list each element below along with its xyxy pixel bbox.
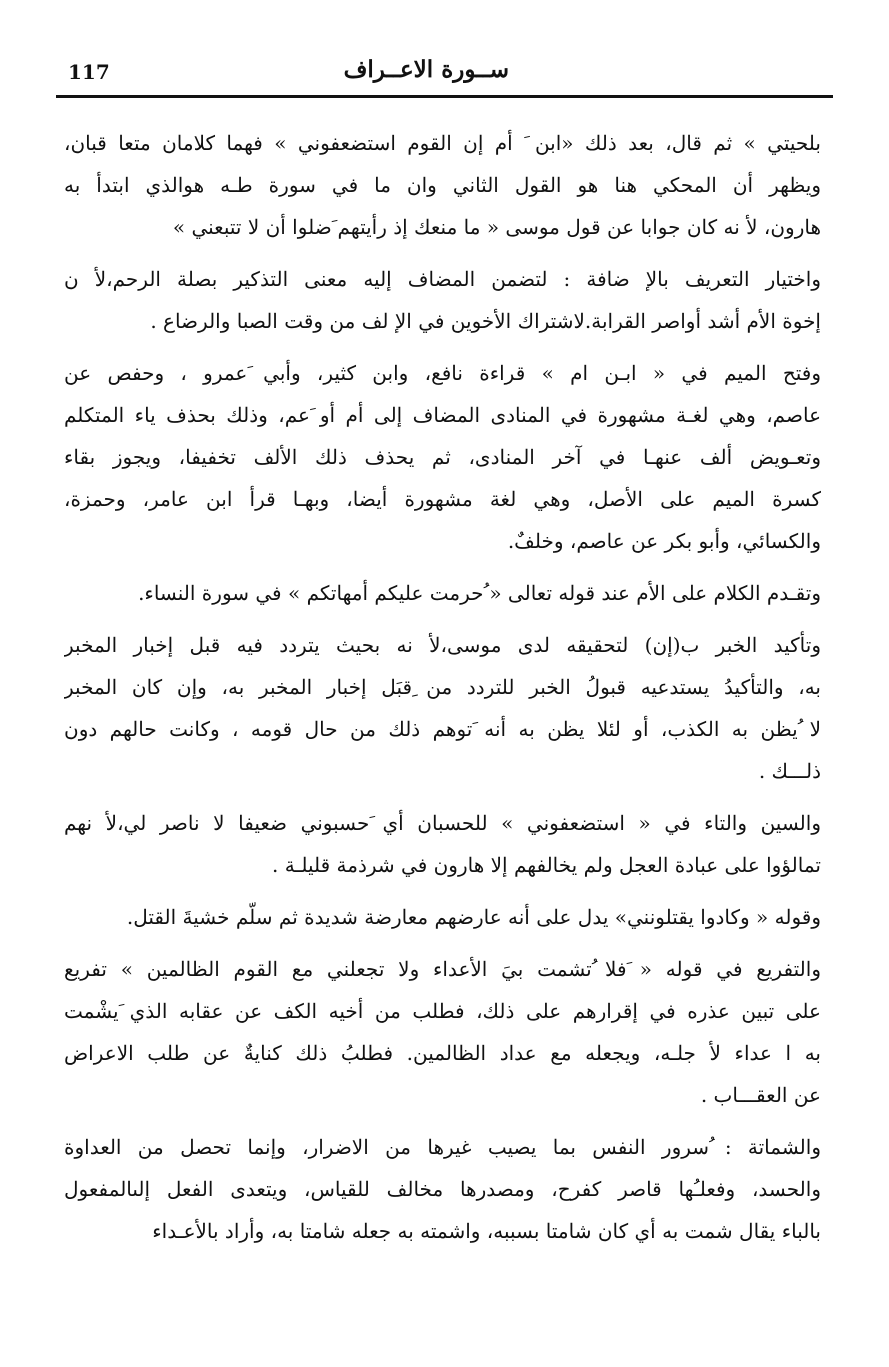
running-title: ســورة الاعــراف (343, 56, 509, 83)
text-line: هارون، لأ نه كان جوابا عن قول موسى « ما منعك إذ رأيتهم َضلوا أن لا تتبعني » (172, 215, 821, 239)
text-line: والسين والتاء في « استضعفوني » للحسبان أي َحسبوني ضعيفا لا ناصر لي،لأ نهم (64, 811, 821, 835)
text-line: ويظهر أن المحكي هنا هو القول الثاني وان ما في سورة طـه هوالذي ابتدأ به (64, 173, 821, 197)
text-line: تمالؤوا على عبادة العجل ولم يخالفهم إلا هارون في شرذمة قليلـة . (272, 853, 821, 877)
header-divider (56, 95, 833, 98)
text-line: والحسد، وفعلـُها قاصر كفرح، ومصدرها مخالف للقياس، ويتعدى الفعل إلىالمفعول (64, 1177, 821, 1201)
page-body (64, 122, 821, 1262)
text-line: على تبين عذره في إقرارهم على ذلك، فطلب من أخيه الكف عن عقابه الذي َيشْمت (64, 999, 821, 1023)
text-line: وقوله « وكادوا يقتلونني» يدل على أنه عارضهم معارضة شديدة ثم سلّم خشيةَ القتل. (126, 905, 821, 929)
text-line: به، والتأكيدُ يستدعيه قبولُ الخبر للتردد من ِقبَل إخبار المخبر به، وإن كان المخبر (64, 675, 821, 699)
text-line: وتعـويض ألف عنهـا في آخر المنادى، ثم يحذف ذلك الألف تخفيفا، ويجوز بقاء (64, 445, 821, 469)
text-line: وتقـدم الكلام على الأم عند قوله تعالى « ُحرمت عليكم أمهاتكم » في سورة النساء. (138, 581, 821, 605)
text-line: واختيار التعريف بالإ ضافة : لتضمن المضاف إليه معنى التذكير بصلة الرحم،لأ ن (64, 267, 821, 291)
text-line: لا ُيظن به الكذب، أو لئلا يظن به أنه َتوهم ذلك من حال قومه ، وكانت حالهم دون (64, 717, 821, 741)
page-number: 117 (68, 60, 110, 84)
text-line: وتأكيد الخبر ب(إن) لتحقيقه لدى موسى،لأ نه بحيث يتردد فيه قبل إخبار المخبر (64, 633, 821, 657)
text-line: والشماتة : ُسرور النفس بما يصيب غيرها من الاضرار، وإنما تحصل من العداوة (64, 1135, 821, 1159)
text-line: عاصم، وهي لغـة مشهورة في المنادى المضاف إلى أم أو َعم، وذلك بحذف ياء المتكلم (64, 403, 821, 427)
text-line: ذلـــك . (758, 759, 821, 783)
text-line: والتفريع في قوله « َفلا ُتشمت بيَ الأعداء ولا تجعلني مع القوم الظالمين » تفريع (64, 957, 821, 981)
paragraph (64, 948, 821, 1116)
text-line: وفتح الميم في « ابـن ام » قراءة نافع، وابن كثير، وأبي َعمرو ، وحفص عن (64, 361, 821, 385)
paragraph (64, 352, 821, 562)
text-line: به ا عداء لأ جلـه، ويجعله مع عداد الظالمين. فطلبُ ذلك كنايةٌ عن طلب الاعراض (64, 1041, 821, 1065)
paragraph (64, 258, 821, 342)
paragraph (64, 572, 821, 614)
paragraph (64, 624, 821, 792)
paragraph (64, 1126, 821, 1252)
text-line: بلحيتي » ثم قال، بعد ذلك «ابن َ أم إن القوم استضعفوني » فهما كلامان متعا قبان، (64, 131, 821, 155)
text-line: والكسائي، وأبو بكر عن عاصم، وخلفٌ. (507, 529, 821, 553)
page-header (64, 56, 829, 96)
text-line: كسرة الميم على الأصل، وهي لغة مشهورة أيضا، وبهـا قرأ ابن عامر، وحمزة، (64, 487, 821, 511)
text-line: بالباء يقال شمت به أي كان شامتا بسببه، واشمته به جعله شامتا به، وأراد بالأعـداء (152, 1219, 821, 1243)
text-line: عن العقـــاب . (700, 1083, 821, 1107)
paragraph (64, 896, 821, 938)
paragraph (64, 802, 821, 886)
text-line: إخوة الأم أشد أواصر القرابة.لاشتراك الأخوين في الإ لف من وقت الصبا والرضاع . (150, 309, 821, 333)
paragraph (64, 122, 821, 248)
